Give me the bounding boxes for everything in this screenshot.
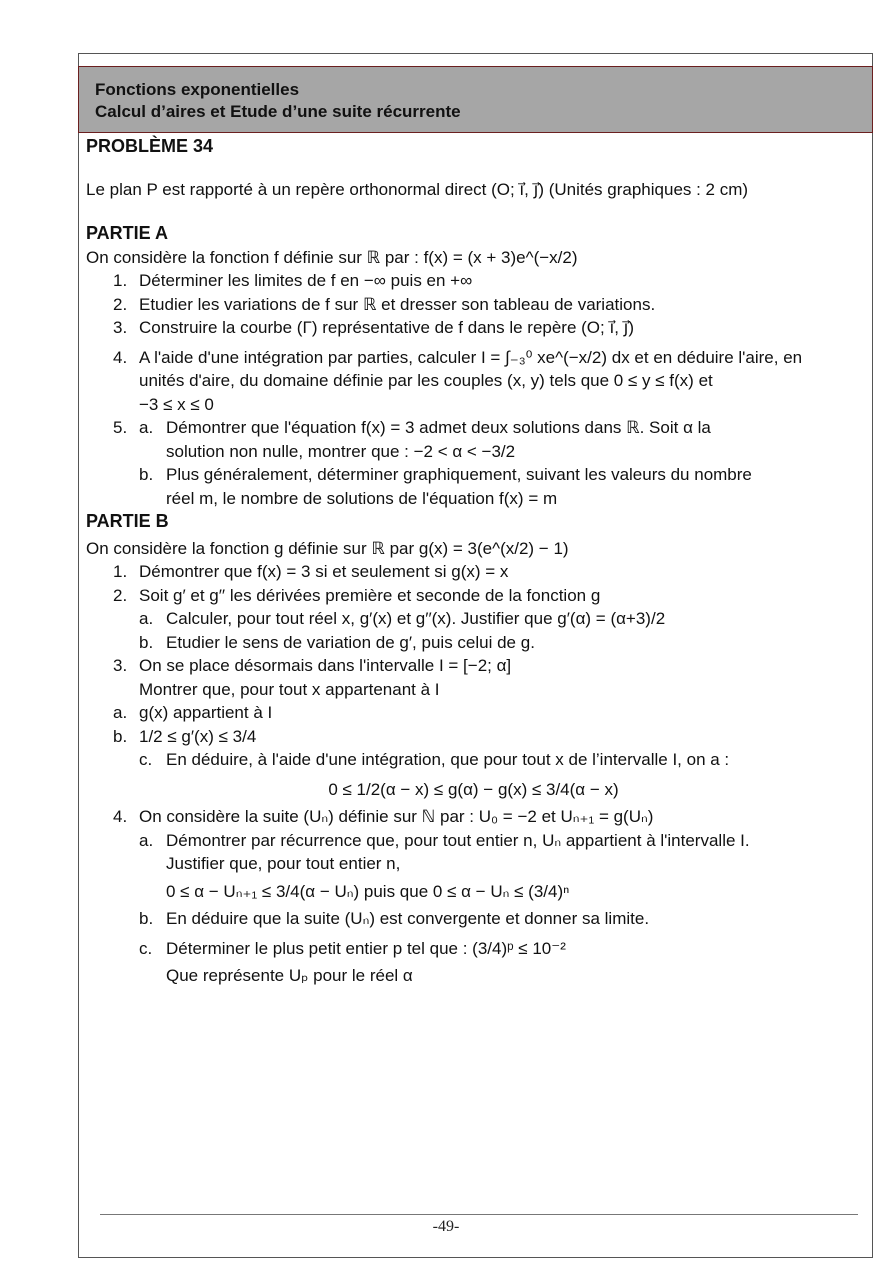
sub-item: a. g(x) appartient à I [113, 703, 273, 722]
problem-title: PROBLÈME 34 [86, 136, 214, 156]
sub-item: a. Calculer, pour tout réel x, g′(x) et g′′(x). Justifier que g′(α) = (α+3)/2 [139, 609, 666, 628]
sub-item-continuation: solution non nulle, montrer que : −2 < α < −3/2 [166, 441, 516, 461]
chapter-subtitle: Calcul d’aires et Etude d’une suite récurrente [95, 102, 461, 121]
inequality-display: 0 ≤ 1/2(α − x) ≤ g(α) − g(x) ≤ 3/4(α − x) [328, 779, 619, 799]
list-item: 3. On se place désormais dans l'intervalle I = [−2; α] [113, 656, 512, 675]
problem-content: PROBLÈME 34 Le plan P est rapporté à un repère orthonormal direct (O; i⃗, j⃗) (Unités graphiques : 2 cm) PARTIE A On considère la fonction f définie sur ℝ par : f(x) = (x + 3)e^(−x/2) 1. Déterminer les limites de f en −∞ puis en +∞ 2. Etudier les variations de f sur ℝ et dresser son tableau de variations. 3. Construire la courbe (Γ) représentative de f dans le repère (O; i⃗, j⃗) 4. A l'aide d'une intégration par parties, calculer I = ∫₋₃⁰ xe^(−x/2) dx et en déduire l'aire, en unités d'aire, du domaine définie par les couples (x, y) tels que 0 ≤ y ≤ f(x) et −3 ≤ x ≤ 0 5. a. Démontrer que l'équation f(x) = 3 admet deux solutions dans ℝ. Soit α la solution non nulle, montrer que : −2 < α < −3/2 b. Plus généralement, déterminer graphiquement, suivant les valeurs du nombre réel m, le nombre de solutions de l'équation f(x) = m PARTIE B On considère la fonction g définie sur ℝ par g(x) = 3(e^(x/2) − 1) 1. Démontrer que f(x) = 3 si et seulement si g(x) = x 2. Soit g′ et g′′ les dérivées première et seconde de la fonction g a. Calculer, pour tout réel x, g′(x) et g′′(x). Justifier que g′(α) = (α+3)/2 b. Etudier le sens de variation de g′, puis celui de g. 3. On se place désormais dans l'intervalle I = [−2; α] Montrer que, pour tout x appartenant à I a. g(x) appartient à I b. 1/2 ≤ g′(x) ≤ 3/4 c. En déduire, à l'aide d'une intégration, que pour tout x de l’intervalle I, on a : 0 ≤ 1/2(α − x) ≤ g(α) − g(x) ≤ 3/4(α − x) 4. On considère la suite (Uₙ) définie sur ℕ par : U₀ = −2 et Uₙ₊₁ = g(Uₙ) a. Démontrer par récurrence que, pour tout entier n, Uₙ appartient à l'intervalle I. Justifier que, pour tout entier n, 0 ≤ α − Uₙ₊₁ ≤ 3/4(α − Uₙ) puis que 0 ≤ α − Uₙ ≤ (3/4)ⁿ b. En déduire que la suite (Uₙ) est convergente et donner sa limite. c. Déterminer le plus petit entier p tel que : (3/4)ᵖ ≤ 10⁻² Que représente Uₚ pour le réel α [86, 135, 861, 988]
list-item: 4. A l'aide d'une intégration par parties, calculer I = ∫₋₃⁰ xe^(−x/2) dx et en déduire l'aire, en [113, 347, 803, 367]
list-item: 3. Construire la courbe (Γ) représentative de f dans le repère (O; i⃗, j⃗) [113, 318, 635, 337]
chapter-banner [78, 66, 873, 133]
list-item: 4. On considère la suite (Uₙ) définie sur ℕ par : U₀ = −2 et Uₙ₊₁ = g(Uₙ) [113, 807, 654, 826]
part-b-title: PARTIE B [86, 511, 169, 531]
list-item: 1. Déterminer les limites de f en −∞ puis en +∞ [113, 271, 473, 290]
footer-divider [100, 1214, 858, 1215]
list-item: 2. Etudier les variations de f sur ℝ et dresser son tableau de variations. [113, 294, 656, 314]
sub-item: b. En déduire que la suite (Uₙ) est convergente et donner sa limite. [139, 909, 650, 928]
part-a-lead: On considère la fonction f définie sur ℝ par : f(x) = (x + 3)e^(−x/2) [86, 247, 578, 267]
list-item-continuation: −3 ≤ x ≤ 0 [139, 394, 214, 414]
intro-text: Le plan P est rapporté à un repère orthonormal direct (O; i⃗, j⃗) (Unités graphiques : 2 cm) [86, 179, 749, 199]
sub-item-continuation: réel m, le nombre de solutions de l'équation f(x) = m [166, 488, 558, 508]
list-item: 1. Démontrer que f(x) = 3 si et seulement si g(x) = x [113, 562, 509, 581]
sub-item: b. Plus généralement, déterminer graphiquement, suivant les valeurs du nombre [139, 465, 752, 484]
list-item: 2. Soit g′ et g′′ les dérivées première et seconde de la fonction g [113, 585, 601, 605]
list-item-continuation: Montrer que, pour tout x appartenant à I [139, 679, 440, 699]
part-a-title: PARTIE A [86, 223, 169, 243]
sub-item: c. En déduire, à l'aide d'une intégration, que pour tout x de l’intervalle I, on a : [139, 750, 730, 769]
page-number: -49- [432, 1218, 460, 1235]
sub-item: b. 1/2 ≤ g′(x) ≤ 3/4 [113, 726, 257, 746]
chapter-title: Fonctions exponentielles [95, 80, 300, 99]
part-b-lead: On considère la fonction g définie sur ℝ par g(x) = 3(e^(x/2) − 1) [86, 538, 569, 558]
sub-item: a. Démontrer par récurrence que, pour tout entier n, Uₙ appartient à l'intervalle I. [139, 830, 750, 850]
list-item-continuation: unités d'aire, du domaine définie par les couples (x, y) tels que 0 ≤ y ≤ f(x) et [139, 371, 713, 390]
sub-item: a. Démontrer que l'équation f(x) = 3 admet deux solutions dans ℝ. Soit α la [139, 418, 711, 437]
sub-item: c. Déterminer le plus petit entier p tel que : (3/4)ᵖ ≤ 10⁻² [139, 938, 566, 958]
sub-item: b. Etudier le sens de variation de g′, puis celui de g. [139, 632, 535, 652]
sub-item-continuation: Que représente Uₚ pour le réel α [166, 966, 413, 985]
sub-item-continuation: 0 ≤ α − Uₙ₊₁ ≤ 3/4(α − Uₙ) puis que 0 ≤ α − Uₙ ≤ (3/4)ⁿ [166, 881, 570, 901]
sub-item-continuation: Justifier que, pour tout entier n, [166, 854, 401, 873]
